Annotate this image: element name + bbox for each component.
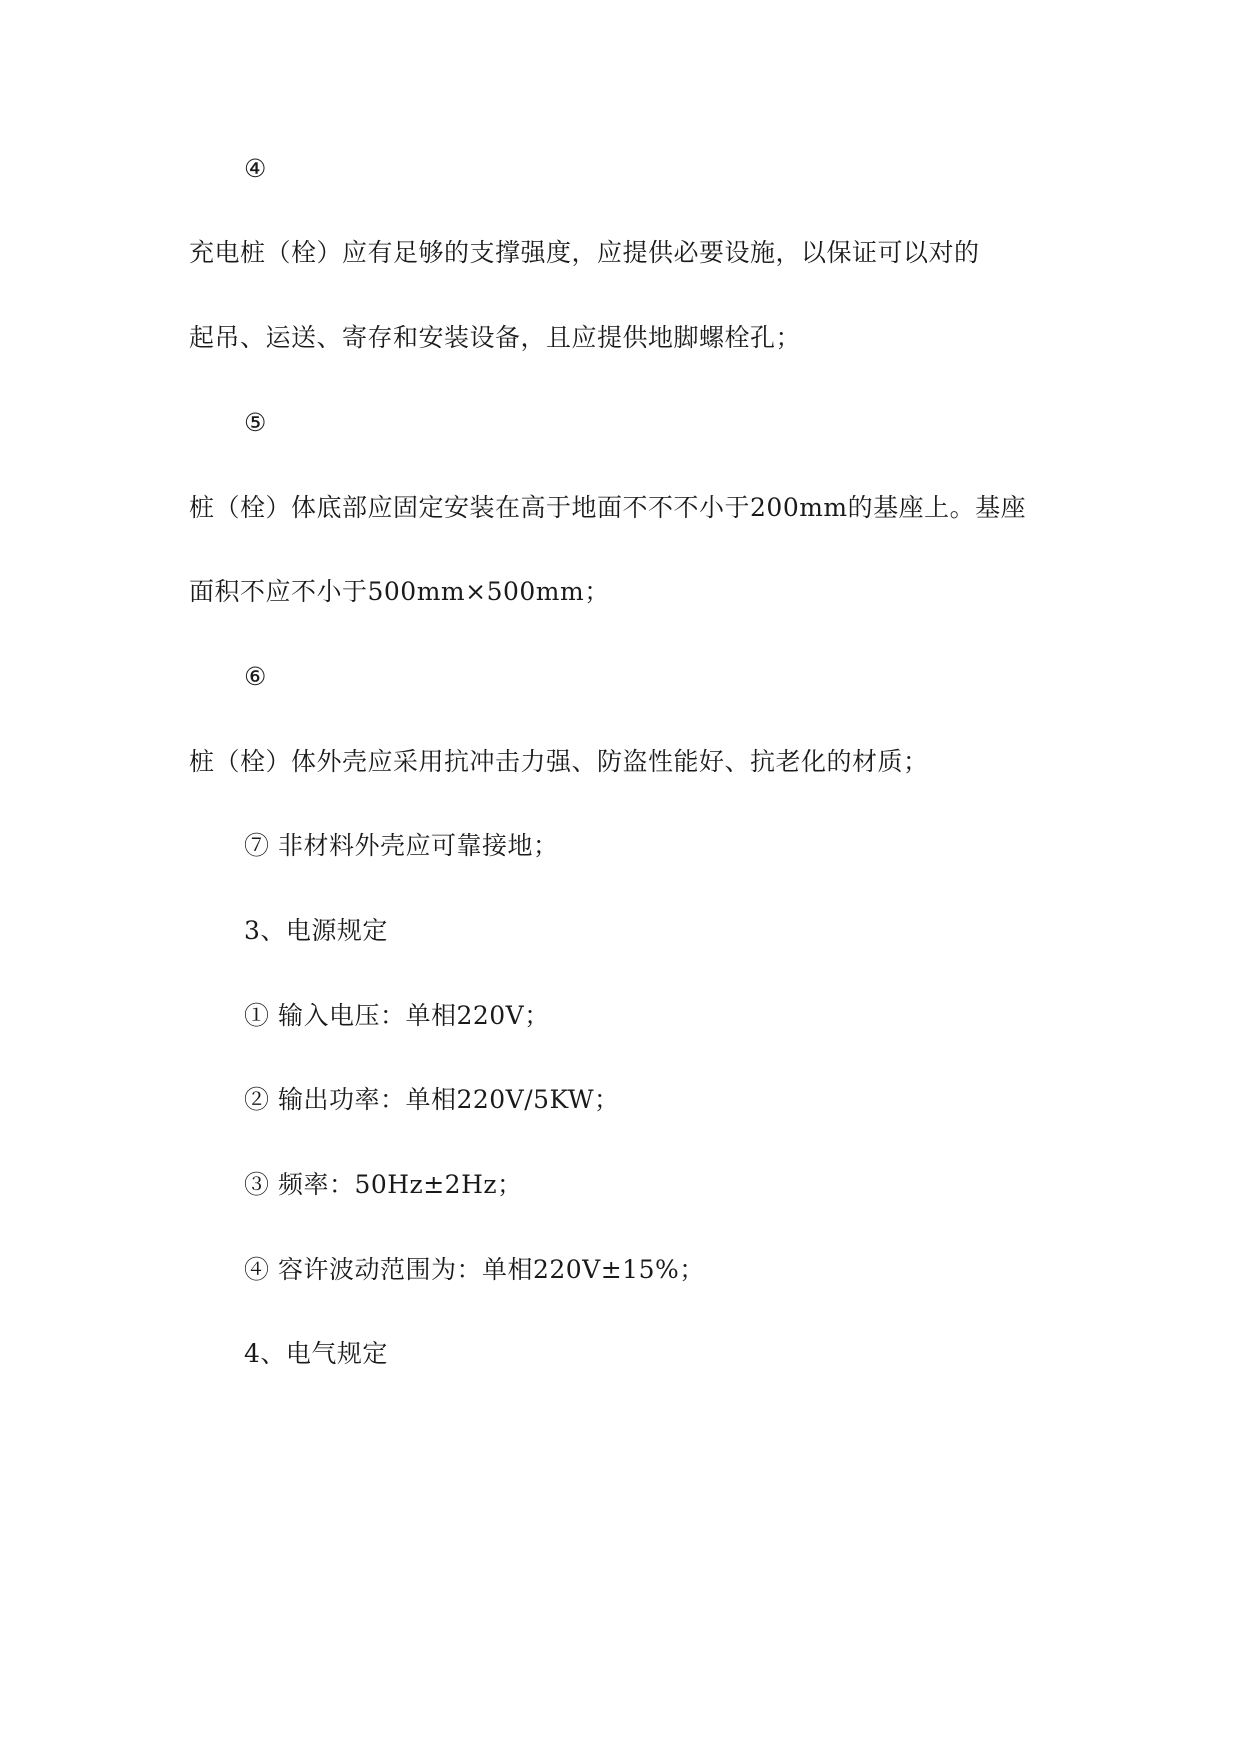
- paragraph-line: 充电桩（栓）应有足够的支撑强度，应提供必要设施，以保证可以对的: [189, 238, 980, 267]
- section-heading: 4、电气规定: [244, 1339, 388, 1368]
- list-item: ⑦ 非材料外壳应可靠接地；: [244, 831, 559, 860]
- list-marker-4: ④: [244, 154, 267, 183]
- paragraph-line: 面积不应不小于500mm×500mm；: [189, 577, 610, 606]
- list-item: ④ 容许波动范围为：单相220V±15%；: [244, 1255, 705, 1284]
- paragraph-line: 起吊、运送、寄存和安装设备，且应提供地脚螺栓孔；: [189, 323, 802, 352]
- list-item: ② 输出功率：单相220V/5KW；: [244, 1085, 620, 1114]
- list-marker-6: ⑥: [244, 662, 267, 691]
- list-marker-5: ⑤: [244, 408, 267, 437]
- paragraph-line: 桩（栓）体外壳应采用抗冲击力强、防盗性能好、抗老化的材质；: [189, 747, 929, 776]
- list-item: ① 输入电压：单相220V；: [244, 1001, 550, 1030]
- list-item: ③ 频率：50Hz±2Hz；: [244, 1170, 523, 1199]
- section-heading: 3、电源规定: [244, 916, 388, 945]
- paragraph-line: 桩（栓）体底部应固定安装在高于地面不不不小于200mm的基座上。基座: [189, 493, 1027, 522]
